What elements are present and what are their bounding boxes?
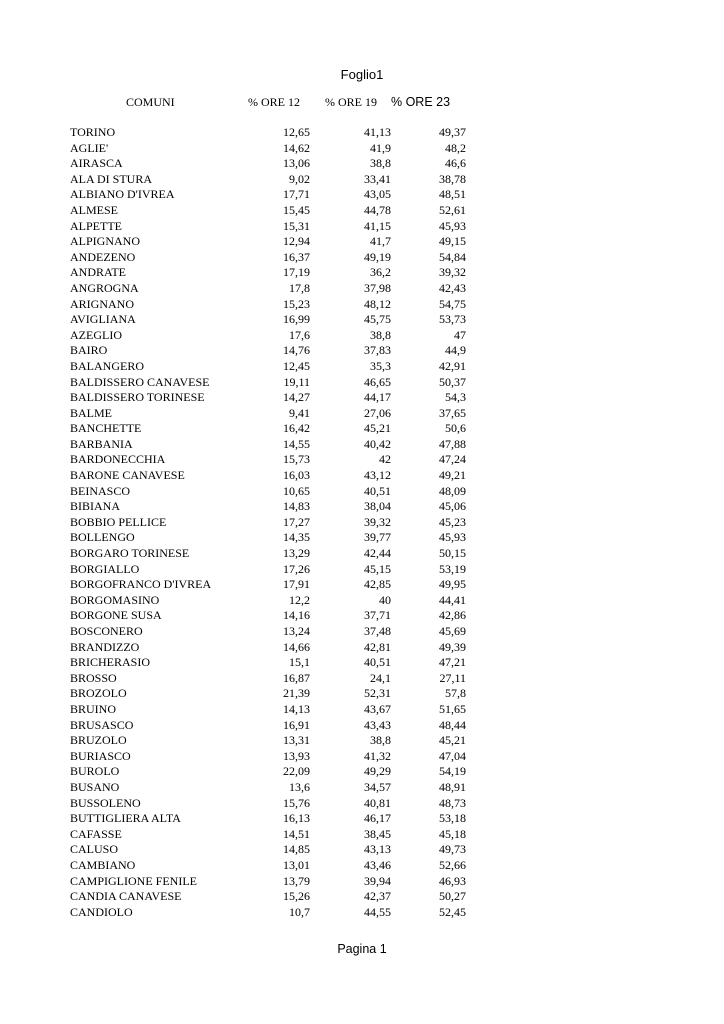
value-ore-19: 37,83 — [364, 343, 391, 358]
value-ore-19: 42,85 — [364, 577, 391, 592]
comune-name: BOBBIO PELLICE — [70, 514, 167, 529]
value-ore-12: 14,35 — [283, 530, 310, 545]
table-row — [0, 141, 724, 157]
value-ore-23: 54,3 — [445, 390, 466, 405]
value-ore-23: 45,18 — [439, 826, 466, 841]
table-row — [0, 437, 724, 453]
header-ore-19: % ORE 19 — [325, 95, 377, 109]
value-ore-23: 44,41 — [439, 592, 466, 607]
value-ore-12: 16,87 — [283, 670, 310, 685]
value-ore-19: 45,75 — [364, 312, 391, 327]
comune-name: BURIASCO — [70, 748, 131, 763]
value-ore-12: 15,45 — [283, 202, 310, 217]
table-row — [0, 484, 724, 500]
value-ore-19: 35,3 — [370, 358, 391, 373]
value-ore-12: 13,6 — [289, 779, 310, 794]
comune-name: ALMESE — [70, 202, 118, 217]
table-row — [0, 842, 724, 858]
value-ore-12: 14,55 — [283, 436, 310, 451]
value-ore-19: 37,48 — [364, 624, 391, 638]
data-table — [0, 125, 724, 920]
value-ore-23: 42,43 — [439, 280, 466, 295]
table-row — [0, 593, 724, 609]
comune-name: TORINO — [70, 125, 116, 139]
value-ore-12: 13,29 — [283, 546, 310, 561]
value-ore-23: 27,11 — [439, 670, 466, 685]
table-row — [0, 125, 724, 141]
value-ore-12: 14,16 — [283, 608, 310, 623]
table-row — [0, 172, 724, 188]
value-ore-12: 9,41 — [289, 405, 310, 420]
comune-name: BARBANIA — [70, 436, 133, 451]
comune-name: CANDIA CANAVESE — [70, 889, 182, 904]
table-row — [0, 250, 724, 266]
table-row — [0, 733, 724, 749]
comune-name: ANDEZENO — [70, 249, 136, 264]
value-ore-19: 40 — [379, 592, 391, 607]
comune-name: BUSSOLENO — [70, 795, 141, 810]
table-row — [0, 328, 724, 344]
value-ore-19: 41,32 — [364, 748, 391, 763]
comune-name: BOSCONERO — [70, 624, 143, 638]
value-ore-19: 40,81 — [364, 795, 391, 810]
value-ore-19: 36,2 — [370, 265, 391, 280]
table-row — [0, 686, 724, 702]
value-ore-23: 48,73 — [439, 795, 466, 810]
comune-name: BOLLENGO — [70, 530, 135, 545]
value-ore-12: 17,91 — [283, 577, 310, 592]
value-ore-23: 38,78 — [439, 171, 466, 186]
comune-name: ANDRATE — [70, 265, 126, 280]
value-ore-23: 42,91 — [439, 358, 466, 373]
value-ore-23: 50,37 — [439, 374, 466, 389]
comune-name: CALUSO — [70, 842, 119, 857]
table-row — [0, 889, 724, 905]
table-row — [0, 546, 724, 562]
table-row — [0, 375, 724, 391]
comune-name: BARDONECCHIA — [70, 452, 166, 467]
value-ore-12: 17,71 — [283, 187, 310, 202]
value-ore-12: 13,01 — [283, 857, 310, 872]
value-ore-23: 54,84 — [439, 249, 466, 264]
value-ore-19: 46,17 — [364, 811, 391, 826]
table-row — [0, 515, 724, 531]
header-ore-23: % ORE 23 — [391, 95, 451, 109]
table-row — [0, 530, 724, 546]
value-ore-23: 52,45 — [439, 904, 466, 919]
value-ore-19: 45,21 — [364, 421, 391, 436]
value-ore-12: 13,93 — [283, 748, 310, 763]
value-ore-19: 46,65 — [364, 374, 391, 389]
comune-name: ANGROGNA — [70, 280, 139, 295]
table-row — [0, 655, 724, 671]
table-row — [0, 608, 724, 624]
comune-name: BARONE CANAVESE — [70, 468, 185, 483]
table-row — [0, 702, 724, 718]
value-ore-19: 41,15 — [364, 218, 391, 233]
table-row — [0, 874, 724, 890]
value-ore-23: 54,19 — [439, 764, 466, 779]
comune-name: BUSANO — [70, 779, 120, 794]
comune-name: BORGOFRANCO D'IVREA — [70, 577, 212, 592]
table-row — [0, 468, 724, 484]
value-ore-23: 45,93 — [439, 530, 466, 545]
page-footer: Pagina 1 — [337, 942, 387, 956]
value-ore-23: 49,73 — [439, 842, 466, 857]
value-ore-19: 43,46 — [364, 857, 391, 872]
value-ore-23: 49,15 — [439, 234, 466, 249]
table-row — [0, 811, 724, 827]
table-row — [0, 905, 724, 921]
table-row — [0, 390, 724, 406]
value-ore-19: 48,12 — [364, 296, 391, 311]
value-ore-23: 46,93 — [439, 873, 466, 888]
table-row — [0, 577, 724, 593]
comune-name: BANCHETTE — [70, 421, 142, 436]
comune-name: CAMBIANO — [70, 857, 136, 872]
value-ore-19: 39,94 — [364, 873, 391, 888]
value-ore-12: 17,19 — [283, 265, 310, 280]
value-ore-23: 44,9 — [445, 343, 466, 358]
value-ore-12: 22,09 — [283, 764, 310, 779]
value-ore-23: 48,09 — [439, 483, 466, 498]
value-ore-19: 27,06 — [364, 405, 391, 420]
value-ore-19: 43,05 — [364, 187, 391, 202]
value-ore-19: 49,19 — [364, 249, 391, 264]
comune-name: BROZOLO — [70, 686, 127, 701]
value-ore-19: 40,51 — [364, 483, 391, 498]
comune-name: BALME — [70, 405, 112, 420]
comune-name: BAIRO — [70, 343, 108, 358]
comune-name: ALPIGNANO — [70, 234, 140, 249]
value-ore-19: 41,7 — [370, 234, 391, 249]
value-ore-12: 17,26 — [283, 561, 310, 576]
value-ore-12: 14,27 — [283, 390, 310, 405]
table-row — [0, 406, 724, 422]
value-ore-12: 17,6 — [289, 327, 310, 342]
comune-name: BROSSO — [70, 670, 117, 685]
comune-name: ALA DI STURA — [70, 171, 153, 186]
value-ore-23: 39,32 — [439, 265, 466, 280]
value-ore-12: 16,91 — [283, 717, 310, 732]
value-ore-19: 49,29 — [364, 764, 391, 779]
value-ore-19: 37,98 — [364, 280, 391, 295]
value-ore-19: 44,55 — [364, 904, 391, 919]
comune-name: BRUSASCO — [70, 717, 134, 732]
value-ore-23: 54,75 — [439, 296, 466, 311]
value-ore-23: 57,8 — [445, 686, 466, 701]
value-ore-23: 53,18 — [439, 811, 466, 826]
value-ore-19: 43,13 — [364, 842, 391, 857]
value-ore-19: 52,31 — [364, 686, 391, 701]
table-row — [0, 297, 724, 313]
value-ore-19: 39,32 — [364, 514, 391, 529]
value-ore-23: 49,95 — [439, 577, 466, 592]
value-ore-23: 45,06 — [439, 499, 466, 514]
value-ore-23: 53,19 — [439, 561, 466, 576]
comune-name: BALDISSERO TORINESE — [70, 390, 205, 405]
value-ore-23: 45,21 — [439, 733, 466, 748]
value-ore-12: 16,37 — [283, 249, 310, 264]
table-row — [0, 156, 724, 172]
value-ore-23: 45,23 — [439, 514, 466, 529]
sheet-title: Foglio1 — [340, 67, 384, 82]
value-ore-23: 46,6 — [445, 156, 466, 171]
table-row — [0, 203, 724, 219]
comune-name: BALDISSERO CANAVESE — [70, 374, 210, 389]
value-ore-23: 52,61 — [439, 202, 466, 217]
value-ore-19: 42,81 — [364, 639, 391, 654]
header-ore-12: % ORE 12 — [248, 95, 300, 109]
value-ore-12: 15,26 — [283, 889, 310, 904]
value-ore-19: 40,51 — [364, 655, 391, 670]
value-ore-19: 43,67 — [364, 701, 391, 716]
value-ore-12: 13,24 — [283, 624, 310, 638]
table-row — [0, 234, 724, 250]
table-row — [0, 796, 724, 812]
value-ore-12: 14,76 — [283, 343, 310, 358]
value-ore-12: 14,66 — [283, 639, 310, 654]
table-row — [0, 312, 724, 328]
value-ore-23: 47,21 — [439, 655, 466, 670]
value-ore-23: 50,27 — [439, 889, 466, 904]
value-ore-12: 16,42 — [283, 421, 310, 436]
table-row — [0, 640, 724, 656]
value-ore-19: 41,13 — [364, 125, 391, 139]
value-ore-19: 42,44 — [364, 546, 391, 561]
value-ore-12: 17,27 — [283, 514, 310, 529]
value-ore-19: 43,43 — [364, 717, 391, 732]
comune-name: BUTTIGLIERA ALTA — [70, 811, 181, 826]
comune-name: ALPETTE — [70, 218, 122, 233]
value-ore-19: 40,42 — [364, 436, 391, 451]
comune-name: BEINASCO — [70, 483, 131, 498]
table-row — [0, 624, 724, 640]
value-ore-23: 45,69 — [439, 624, 466, 638]
value-ore-12: 13,79 — [283, 873, 310, 888]
table-row — [0, 499, 724, 515]
value-ore-19: 41,9 — [370, 140, 391, 155]
value-ore-23: 48,51 — [439, 187, 466, 202]
comune-name: BIBIANA — [70, 499, 120, 514]
value-ore-23: 50,6 — [445, 421, 466, 436]
value-ore-19: 43,12 — [364, 468, 391, 483]
table-row — [0, 187, 724, 203]
value-ore-23: 47,88 — [439, 436, 466, 451]
value-ore-19: 44,17 — [364, 390, 391, 405]
value-ore-12: 14,83 — [283, 499, 310, 514]
value-ore-19: 24,1 — [370, 670, 391, 685]
value-ore-12: 12,45 — [283, 358, 310, 373]
value-ore-19: 45,15 — [364, 561, 391, 576]
value-ore-12: 10,65 — [283, 483, 310, 498]
table-row — [0, 749, 724, 765]
value-ore-23: 51,65 — [439, 701, 466, 716]
value-ore-23: 49,37 — [439, 125, 466, 139]
value-ore-12: 9,02 — [289, 171, 310, 186]
value-ore-23: 52,66 — [439, 857, 466, 872]
value-ore-19: 42,37 — [364, 889, 391, 904]
comune-name: AVIGLIANA — [70, 312, 136, 327]
value-ore-23: 48,2 — [445, 140, 466, 155]
value-ore-19: 38,8 — [370, 327, 391, 342]
value-ore-19: 33,41 — [364, 171, 391, 186]
value-ore-23: 53,73 — [439, 312, 466, 327]
value-ore-12: 14,13 — [283, 701, 310, 716]
comune-name: BALANGERO — [70, 358, 144, 373]
value-ore-12: 15,31 — [283, 218, 310, 233]
value-ore-12: 16,03 — [283, 468, 310, 483]
value-ore-12: 16,99 — [283, 312, 310, 327]
value-ore-12: 15,1 — [289, 655, 310, 670]
header-comuni: COMUNI — [126, 95, 175, 109]
value-ore-19: 38,04 — [364, 499, 391, 514]
table-row — [0, 718, 724, 734]
comune-name: CAFASSE — [70, 826, 122, 841]
value-ore-19: 42 — [379, 452, 391, 467]
value-ore-23: 49,39 — [439, 639, 466, 654]
value-ore-12: 13,31 — [283, 733, 310, 748]
comune-name: BORGARO TORINESE — [70, 546, 190, 561]
table-row — [0, 219, 724, 235]
value-ore-12: 14,62 — [283, 140, 310, 155]
value-ore-23: 49,21 — [439, 468, 466, 483]
table-row — [0, 858, 724, 874]
value-ore-19: 39,77 — [364, 530, 391, 545]
table-row — [0, 452, 724, 468]
comune-name: BUROLO — [70, 764, 120, 779]
comune-name: CANDIOLO — [70, 904, 133, 919]
value-ore-12: 13,06 — [283, 156, 310, 171]
comune-name: AZEGLIO — [70, 327, 122, 342]
table-row — [0, 265, 724, 281]
value-ore-12: 21,39 — [283, 686, 310, 701]
table-row — [0, 827, 724, 843]
value-ore-19: 44,78 — [364, 202, 391, 217]
value-ore-12: 14,85 — [283, 842, 310, 857]
value-ore-12: 15,76 — [283, 795, 310, 810]
value-ore-23: 47 — [454, 327, 466, 342]
value-ore-12: 19,11 — [283, 374, 310, 389]
table-row — [0, 671, 724, 687]
table-row — [0, 343, 724, 359]
value-ore-23: 45,93 — [439, 218, 466, 233]
value-ore-19: 37,71 — [364, 608, 391, 623]
comune-name: AIRASCA — [70, 156, 123, 171]
value-ore-12: 12,2 — [289, 592, 310, 607]
comune-name: BORGOMASINO — [70, 592, 160, 607]
value-ore-12: 12,65 — [283, 125, 310, 139]
value-ore-23: 47,04 — [439, 748, 466, 763]
value-ore-19: 38,8 — [370, 156, 391, 171]
comune-name: BRUZOLO — [70, 733, 127, 748]
value-ore-19: 38,8 — [370, 733, 391, 748]
comune-name: AGLIE' — [70, 140, 109, 155]
value-ore-23: 42,86 — [439, 608, 466, 623]
table-row — [0, 359, 724, 375]
table-row — [0, 764, 724, 780]
comune-name: BORGONE SUSA — [70, 608, 162, 623]
table-row — [0, 562, 724, 578]
value-ore-19: 34,57 — [364, 779, 391, 794]
table-row — [0, 421, 724, 437]
comune-name: BORGIALLO — [70, 561, 140, 576]
value-ore-12: 17,8 — [289, 280, 310, 295]
comune-name: ARIGNANO — [70, 296, 134, 311]
value-ore-23: 37,65 — [439, 405, 466, 420]
comune-name: BRANDIZZO — [70, 639, 140, 654]
value-ore-12: 15,23 — [283, 296, 310, 311]
comune-name: ALBIANO D'IVREA — [70, 187, 175, 202]
value-ore-12: 12,94 — [283, 234, 310, 249]
value-ore-12: 16,13 — [283, 811, 310, 826]
comune-name: BRICHERASIO — [70, 655, 151, 670]
comune-name: BRUINO — [70, 701, 117, 716]
value-ore-23: 50,15 — [439, 546, 466, 561]
value-ore-19: 38,45 — [364, 826, 391, 841]
value-ore-23: 48,91 — [439, 779, 466, 794]
value-ore-12: 10,7 — [289, 904, 310, 919]
table-row — [0, 780, 724, 796]
comune-name: CAMPIGLIONE FENILE — [70, 873, 197, 888]
value-ore-12: 15,73 — [283, 452, 310, 467]
value-ore-23: 48,44 — [439, 717, 466, 732]
value-ore-23: 47,24 — [439, 452, 466, 467]
value-ore-12: 14,51 — [283, 826, 310, 841]
table-row — [0, 281, 724, 297]
